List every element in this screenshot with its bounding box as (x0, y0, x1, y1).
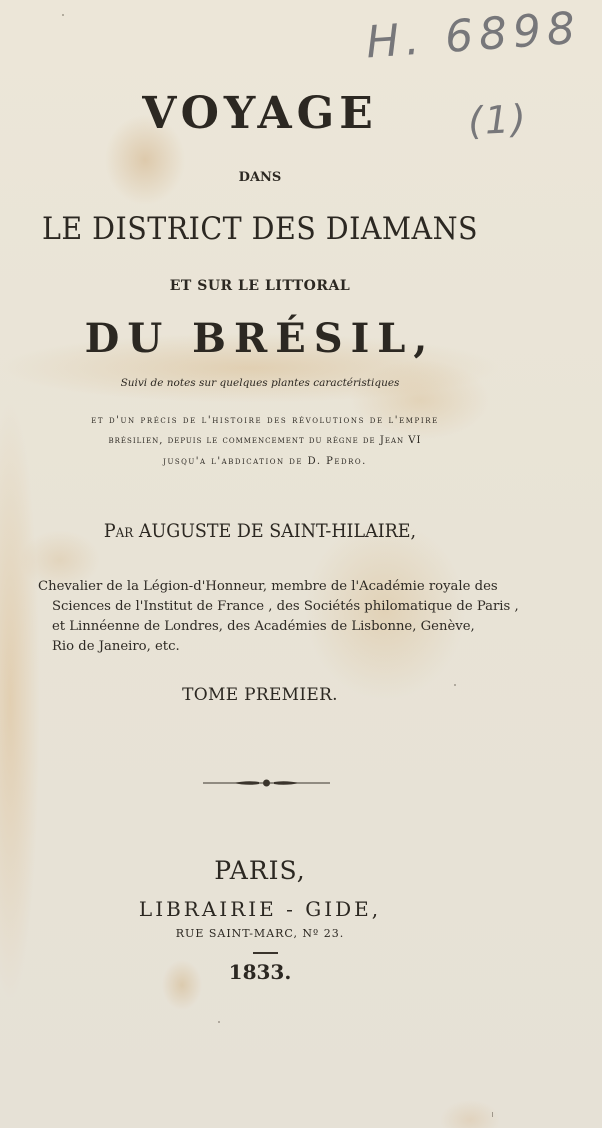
title-district: LE DISTRICT DES DIAMANS (41, 211, 479, 247)
credentials-line: Sciences de l'Institut de France , des Sociétés philomatique de Paris , (52, 599, 519, 614)
paper-speck (218, 1021, 220, 1023)
volume-annotation: (1) (466, 96, 529, 144)
subtitle-precis: et d'un précis de l'histoire des révolutions de l'empire (91, 415, 439, 426)
title-dans: DANS (238, 170, 282, 185)
paper-speck (62, 14, 64, 16)
title-voyage: VOYAGE (142, 88, 378, 139)
title-du-bresil: DU BRÉSIL, (84, 315, 436, 362)
author-name: AUGUSTE DE SAINT-HILAIRE, (138, 520, 417, 542)
ornamental-rule-icon (203, 776, 330, 790)
credentials-line: et Linnéenne de Londres, des Académies de Lisbonne, Genève, (52, 619, 475, 634)
author-line (21, 522, 499, 541)
paper-speck (492, 1112, 493, 1117)
author-prefix: Par (103, 520, 134, 542)
subtitle-jusqua: jusqu'a l'abdication de D. Pedro. (163, 456, 367, 467)
subtitle-suivi: Suivi de notes sur quelques plantes caractéristiques (120, 377, 400, 389)
imprint-city: PARIS, (214, 856, 306, 885)
volume-label: TOME PREMIER. (182, 685, 338, 705)
imprint-publisher: LIBRAIRIE - GIDE, (138, 897, 382, 921)
shelfmark-annotation: H. 6898 (364, 2, 583, 69)
subtitle-bresilien: brésilien, depuis le commencement du règne de Jean VI (108, 435, 422, 446)
author-credentials (38, 577, 519, 657)
imprint-year: 1833. (228, 960, 292, 984)
credentials-line: Rio de Janeiro, etc. (52, 639, 180, 654)
title-et-sur-le-littoral: ET SUR LE LITTORAL (169, 278, 351, 294)
paper-speck (454, 684, 456, 686)
short-rule (253, 952, 278, 954)
imprint-address: RUE SAINT-MARC, Nº 23. (175, 927, 345, 940)
credentials-line: Chevalier de la Légion-d'Honneur, membre de l'Académie royale des (38, 579, 498, 594)
